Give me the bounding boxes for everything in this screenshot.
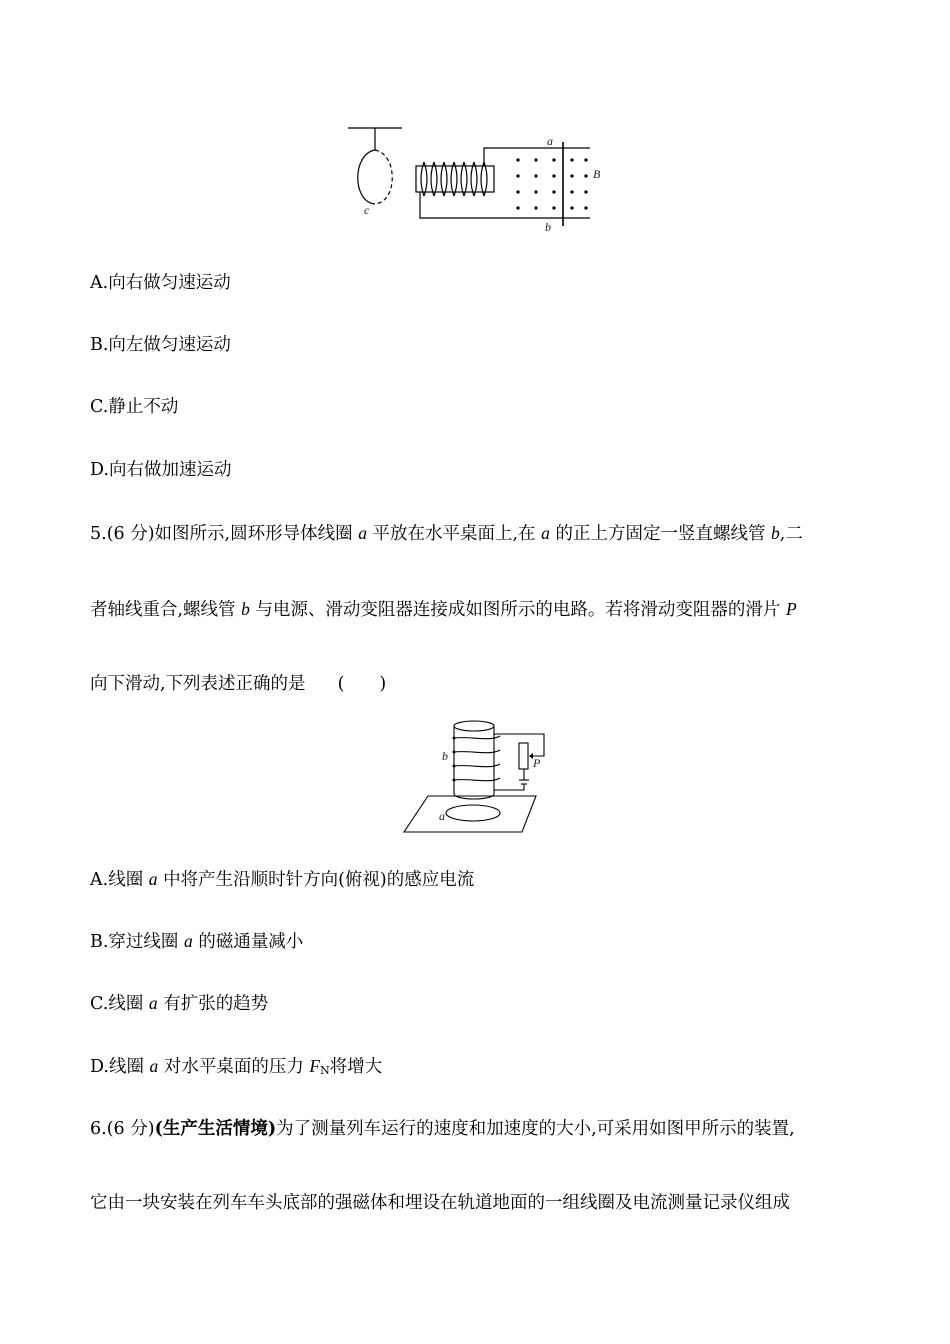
label-a: a [547, 134, 553, 148]
q5-option-b: B.穿过线圈 a 的磁通量减小 [90, 931, 304, 952]
q4-option-d: D.向右做加速运动 [90, 460, 232, 480]
q4-option-a: A.向右做匀速运动 [90, 273, 231, 293]
context-tag: (生产生活情境) [154, 1119, 277, 1139]
label-B: B [593, 167, 601, 181]
figure-solenoid-rail [340, 118, 620, 236]
label-b: b [442, 749, 448, 763]
q5-option-d: D.线圈 a 对水平桌面的压力 $F_N$将增大 [90, 1056, 383, 1077]
q5-stem-line2: 者轴线重合,螺线管 b 与电源、滑动变阻器连接成如图所示的电路。若将滑动变阻器的滑片 P [90, 599, 797, 620]
label-a: a [439, 809, 445, 823]
q6-stem-line1: 6.(6 分)(生产生活情境)为了测量列车运行的速度和加速度的大小,可采用如图甲所示的装置, [90, 1119, 795, 1139]
q6-stem-line2: 它由一块安装在列车车头底部的强磁体和埋设在轨道地面的一组线圈及电流测量记录仪组成 [90, 1193, 790, 1213]
figure-solenoid-ring [400, 716, 560, 840]
label-P: P [533, 756, 541, 770]
label-c: c [364, 203, 370, 217]
q5-stem-line1: 5.(6 分)如图所示,圆环形导体线圈 a 平放在水平桌面上,在 a 的正上方固定一竖直螺线管 b,二 [90, 523, 803, 544]
q4-option-b: B.向左做匀速运动 [90, 335, 231, 355]
q5-option-c: C.线圈 a 有扩张的趋势 [90, 993, 269, 1014]
q5-stem-line3: 向下滑动,下列表述正确的是 ( ) [90, 674, 387, 694]
label-b: b [545, 220, 551, 234]
q4-option-c: C.静止不动 [90, 397, 179, 417]
answer-blank: ( ) [337, 674, 387, 694]
q5-option-a: A.线圈 a 中将产生沿顺时针方向(俯视)的感应电流 [90, 869, 475, 890]
